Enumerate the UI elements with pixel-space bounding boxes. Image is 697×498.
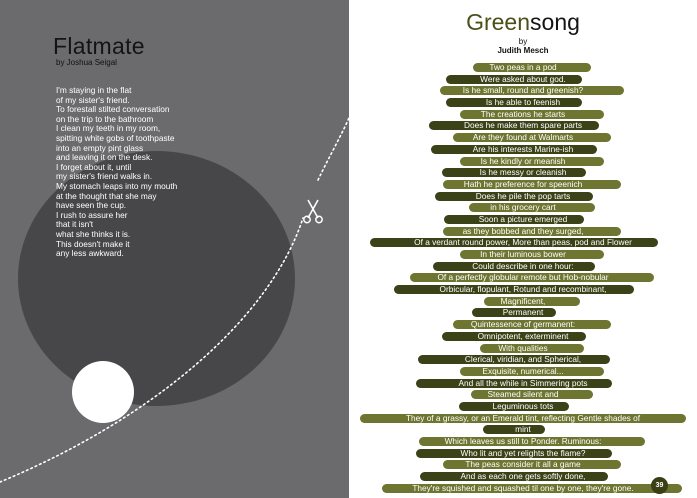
poem-line-text: The peas consider it all a game: [465, 459, 581, 470]
poem-line-row: [349, 296, 697, 308]
poem-line-text: as they bobbed and they surged,: [462, 225, 584, 236]
poem-line: I'm staying in the flat: [56, 85, 132, 95]
poem-line-text: They of a grassy, or an Emerald tint, reflecting Gentle shades of: [405, 412, 641, 423]
poem-line-text: Permanent: [502, 307, 544, 318]
poem-title-greensong: [349, 9, 697, 36]
poem-line-text: Two peas in a pod: [489, 62, 557, 72]
poem-line-text: Of a verdant round power, More than peas, pod and Flower: [414, 237, 632, 248]
poem-text-flatmate: [56, 86, 177, 259]
poem-line-row: [349, 191, 697, 203]
poem-line-row: [349, 331, 697, 343]
poem-line-row: [349, 144, 697, 156]
right-page: [349, 0, 697, 498]
poem-lines-greensong: [349, 62, 697, 494]
poem-line-text: Soon a picture emerged: [478, 213, 568, 224]
poem-line-row: [349, 272, 697, 284]
poem-line-text: Orbicular, flopulant, Rotund and recombinant,: [439, 284, 607, 295]
poem-line-text: Are they found at Walmarts: [472, 132, 574, 143]
poem-line-row: [349, 448, 697, 460]
poem-line-row: [349, 74, 697, 86]
poem-line-text: Steamed silent and: [487, 389, 559, 400]
poem-line-row: [349, 156, 697, 168]
poem-line-text: Could describe in one hour:: [472, 260, 574, 271]
poem-line-row: [349, 85, 697, 97]
poem-line-text: They're squished and squashed til one by one, they're gone.: [412, 482, 634, 493]
poem-line: spitting white gobs of toothpaste: [56, 132, 175, 143]
poem-line-row: [349, 167, 697, 179]
poem-line-row: [349, 307, 697, 319]
poem-line: on the trip to the bathroom: [56, 113, 154, 124]
byline-by: by: [518, 37, 528, 46]
poem-line: what she thinks it is.: [56, 228, 131, 239]
poem-line-row: [349, 120, 697, 132]
poem-line-row: [349, 249, 697, 261]
poem-title-flatmate: Flatmate: [53, 33, 145, 59]
poem-line-text: Who lit and yet relights the flame?: [460, 447, 586, 458]
poem-line-row: [349, 436, 697, 448]
poem-author-left: by Joshua Seigal: [56, 58, 117, 67]
poem-line: that it isn't: [56, 219, 94, 230]
poem-line: To forestall stilted conversation: [56, 104, 170, 115]
poem-author-right: Judith Mesch: [497, 46, 549, 55]
poem-line-text: Magnificent,: [500, 295, 546, 306]
poem-line-row: [349, 97, 697, 109]
poem-line: I forget about it, until: [56, 161, 132, 172]
poem-line: into an empty pint glass: [56, 142, 144, 153]
poem-line-text: Are his interests Marine-ish: [472, 143, 574, 154]
poem-line-text: Quintessence of germanent:: [470, 319, 576, 330]
poem-line-text: Does he pile the pop tarts: [475, 190, 571, 201]
poem-line-row: [349, 284, 697, 296]
poem-line-text: Omnipotent, exterminent: [477, 330, 569, 341]
poem-line-row: [349, 237, 697, 249]
poem-line-text: The creations he starts: [480, 108, 566, 119]
poem-line-text: Exquisite, numerical...: [482, 365, 564, 376]
poem-line-row: [349, 109, 697, 121]
poem-line-text: Of a perfectly globular remote but Hob-nobular: [437, 272, 609, 283]
poem-line: any less awkward.: [56, 248, 124, 259]
poem-line-text: Hath he preference for speenich: [463, 178, 583, 189]
title-part-song: song: [530, 9, 580, 35]
poem-line-text: Were asked about god.: [480, 73, 566, 84]
poem-line-row: [349, 424, 697, 436]
poem-line-row: [349, 413, 697, 425]
poem-line-text: Is he able to feenish: [485, 97, 561, 108]
poem-line-row: [349, 354, 697, 366]
poem-line-row: [349, 378, 697, 390]
poem-line: I rush to assure her: [56, 209, 128, 220]
poem-line-text: Clerical, viridian, and Spherical,: [464, 354, 582, 365]
page-number: 39: [651, 477, 668, 494]
poem-line-row: [349, 483, 697, 495]
poem-line-text: Which leaves us still to Ponder. Ruminous:: [444, 436, 602, 446]
poem-line-text: In their luminous bower: [480, 249, 566, 259]
poem-line-text: Is he small, round and greenish?: [462, 85, 584, 96]
poem-line-text: And all the while in Simmering pots: [458, 377, 588, 388]
poem-line-row: [349, 261, 697, 273]
poem-line-text: Is he messy or cleanish: [479, 167, 567, 178]
poem-line-row: [349, 401, 697, 413]
poem-line-row: [349, 179, 697, 191]
poem-line-row: [349, 471, 697, 483]
poem-line-text: With qualities: [498, 342, 548, 353]
poem-line-row: [349, 319, 697, 331]
poem-line-row: [349, 132, 697, 144]
poem-line-row: [349, 366, 697, 378]
poem-line: have seen the cup.: [56, 200, 127, 211]
poem-line-row: [349, 202, 697, 214]
poem-line-row: [349, 214, 697, 226]
poem-line: and leaving it on the desk.: [56, 152, 153, 163]
poem-line-row: [349, 459, 697, 471]
poem-line-row: [349, 343, 697, 355]
title-part-green: Green: [466, 9, 531, 35]
poem-line-text: Leguminous tots: [492, 400, 554, 411]
poem-line-row: [349, 62, 697, 74]
poem-line: of my sister's friend.: [56, 94, 130, 105]
scissors-icon: [302, 196, 324, 224]
poem-line-text: And as each one gets softly done,: [460, 471, 586, 482]
poem-line: My stomach leaps into my mouth: [56, 180, 178, 191]
poem-line-text: Is he kindly or meanish: [480, 155, 566, 166]
poem-line: my sister's friend walks in.: [56, 171, 153, 182]
poem-line-row: [349, 389, 697, 401]
poem-line-row: [349, 226, 697, 238]
poem-line: I clean my teeth in my room,: [56, 123, 161, 134]
poem-line-text: mint: [515, 424, 531, 435]
poem-line: at the thought that she may: [56, 190, 157, 201]
poem-line-text: Does he make them spare parts: [463, 120, 583, 131]
poem-line-text: in his grocery cart: [490, 202, 556, 213]
poem-line: This doesn't make it: [56, 238, 130, 249]
